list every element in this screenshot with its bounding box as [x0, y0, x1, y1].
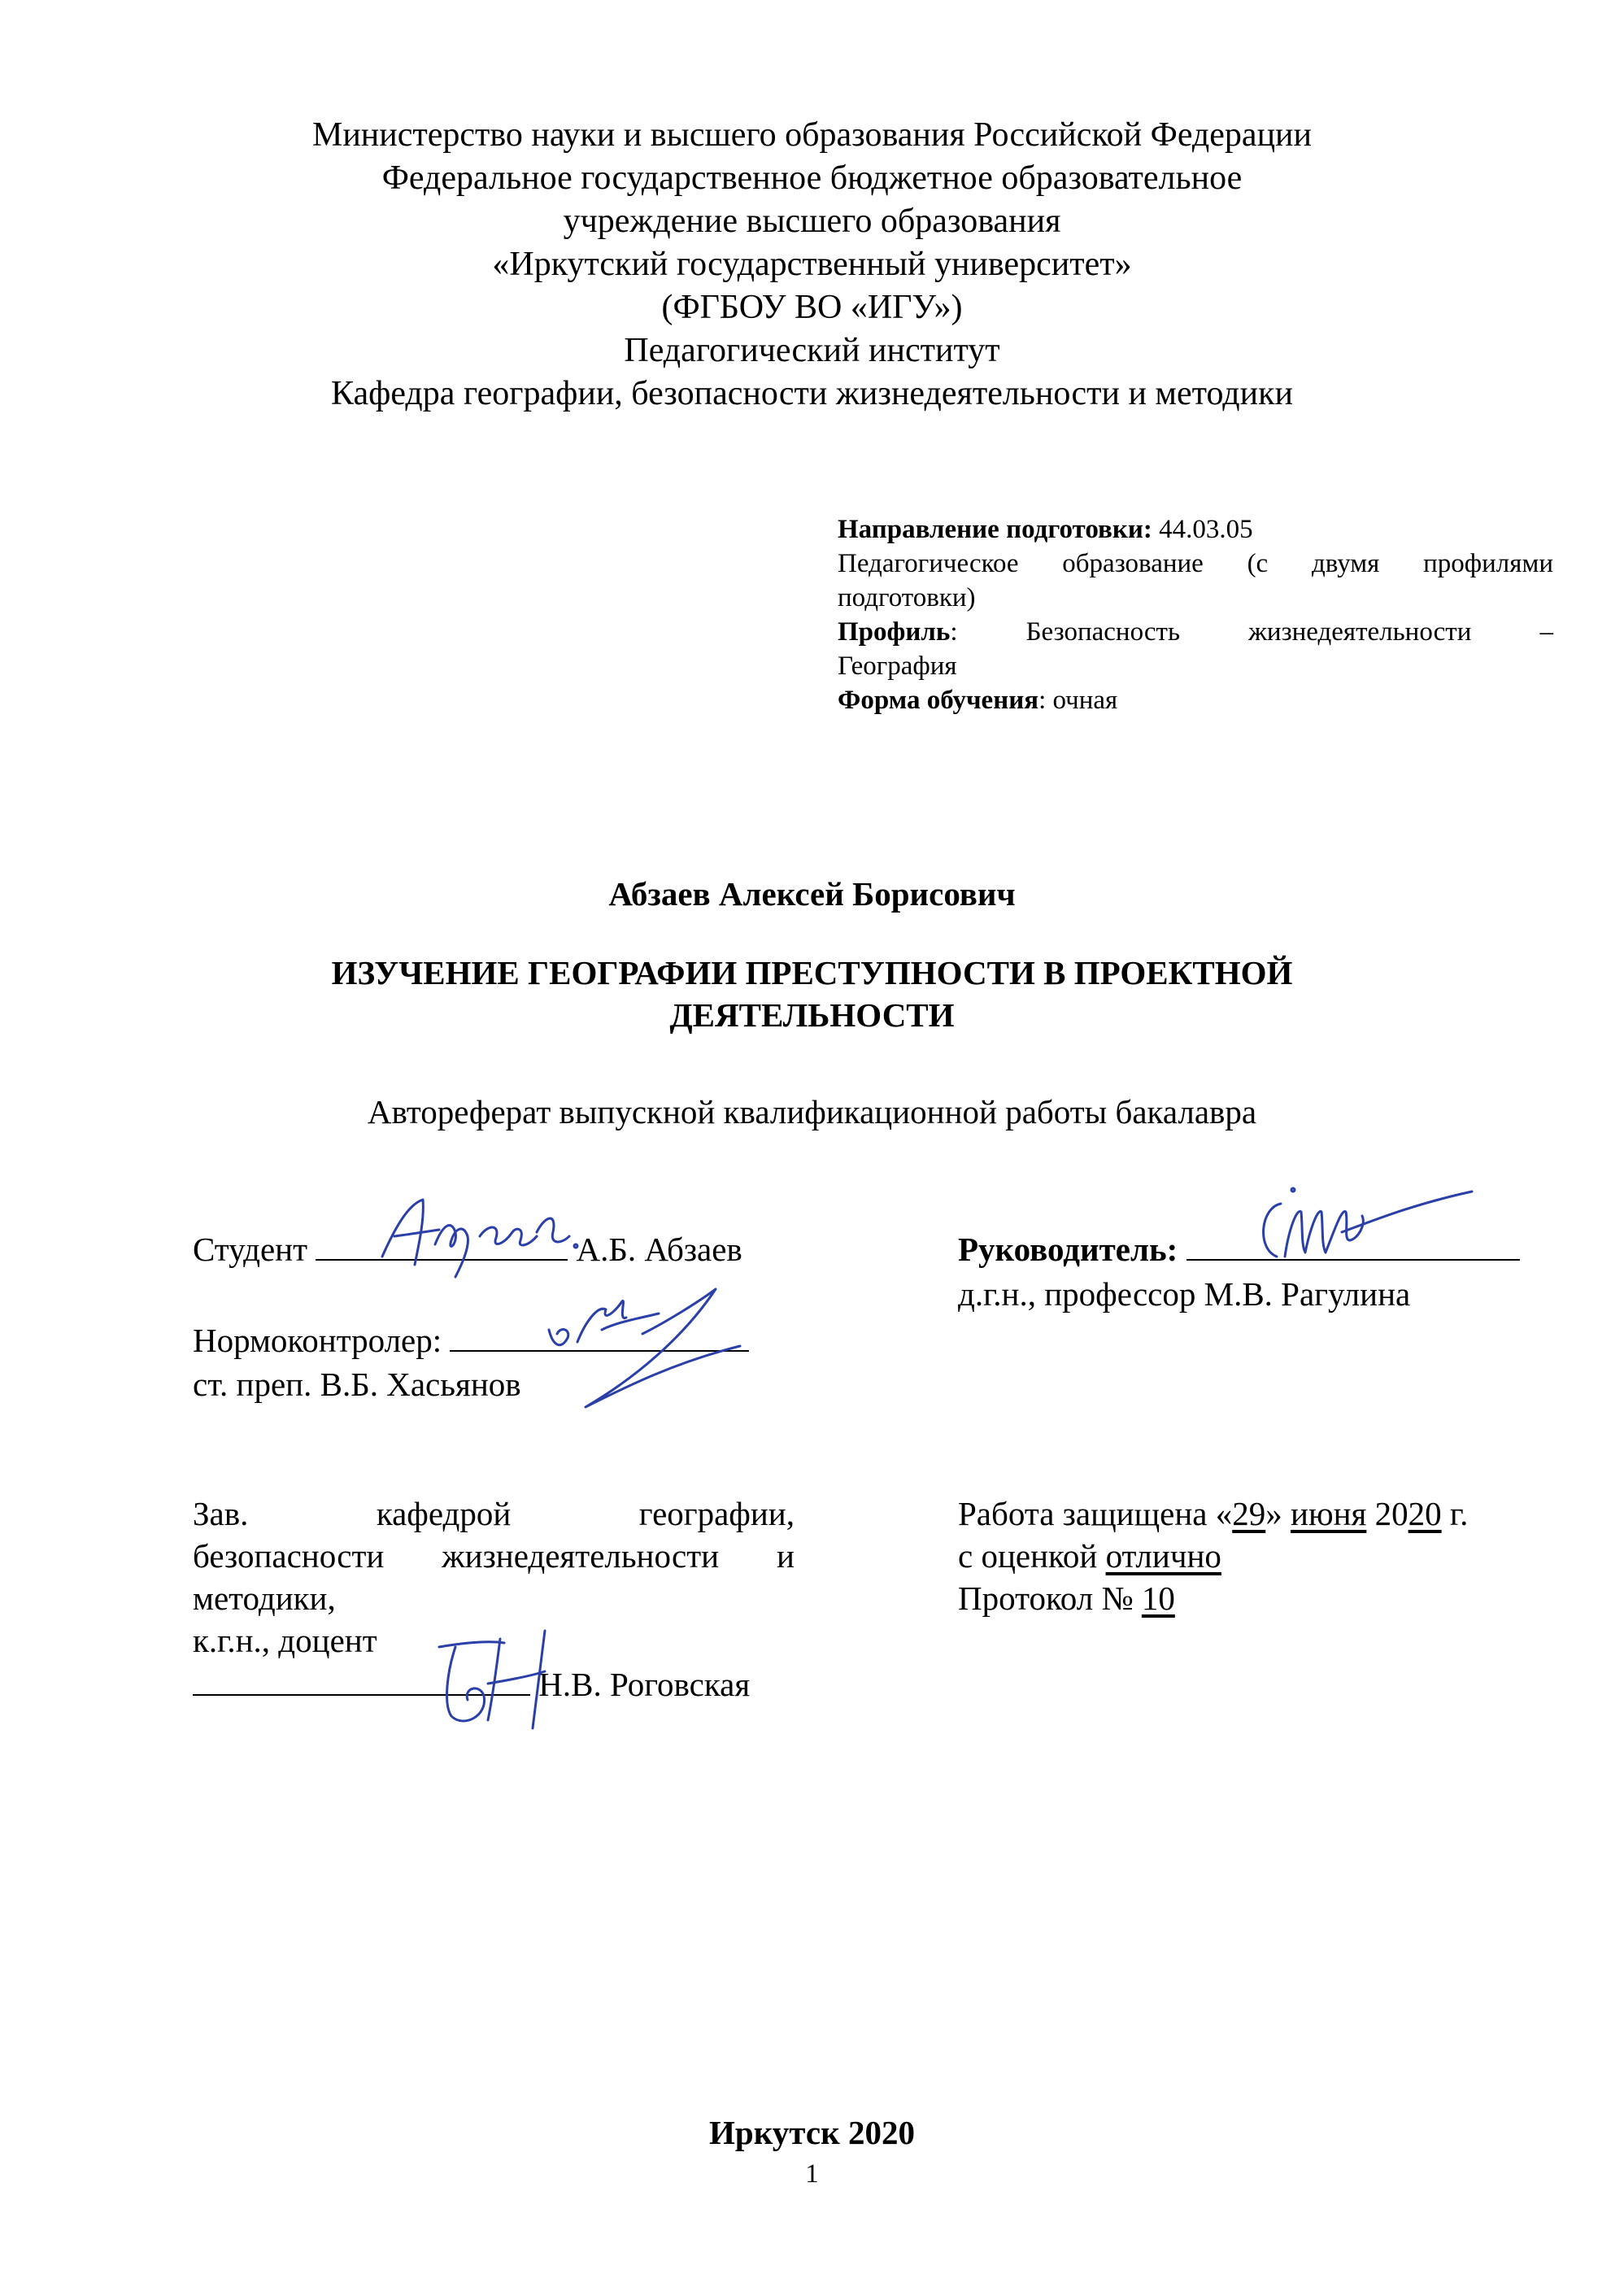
profile-value-line1: : Безопасность жизнедеятельности – [950, 617, 1553, 647]
header-line-institution-type: учреждение высшего образования [563, 203, 1061, 240]
defense-year-prefix: 20 [1366, 1495, 1408, 1532]
defense-protocol-number: 10 [1141, 1579, 1175, 1617]
normcontrol-name: ст. преп. В.Б. Хасьянов [193, 1366, 521, 1403]
head-of-dept-line1: Зав. кафедрой географии, [193, 1495, 795, 1532]
student-label: Студент [193, 1231, 308, 1268]
form-value: : очная [1038, 686, 1118, 715]
head-of-dept-line2: безопасности жизнедеятельности и [193, 1537, 795, 1575]
defense-day: 29 [1232, 1495, 1266, 1532]
thesis-title [244, 952, 1380, 1036]
form-label: Форма обучения [838, 686, 1039, 715]
direction-name-line2: подготовки) [838, 583, 976, 612]
defense-info [958, 1492, 1560, 1619]
defense-grade: отлично [1105, 1537, 1221, 1575]
defense-protocol-prefix: Протокол № [958, 1579, 1142, 1617]
profile-label: Профиль [838, 617, 951, 647]
normcontrol-label: Нормоконтролер: [193, 1322, 442, 1359]
profile-value-line2: География [838, 651, 957, 681]
head-of-dept-signature-icon [423, 1623, 569, 1736]
author-name: Абзаев Алексей Борисович [608, 875, 1016, 913]
defense-year-suffix: 20 [1408, 1495, 1442, 1532]
student-name: А.Б. Абзаев [576, 1231, 742, 1268]
direction-code: 44.03.05 [1159, 515, 1253, 544]
page-number: 1 [805, 2159, 819, 2189]
document-type: Автореферат выпускной квалификационной работы бакалавра [367, 1093, 1257, 1131]
study-program-info [838, 512, 1553, 717]
head-of-dept-line3: методики, [193, 1579, 336, 1617]
supervisor-label: Руководитель: [958, 1231, 1178, 1268]
defense-protocol-row [958, 1577, 1560, 1619]
student-signature-icon [374, 1187, 594, 1285]
supervisor-title: д.г.н., профессор М.В. Рагулина [958, 1275, 1411, 1313]
institution-header [244, 114, 1380, 416]
direction-name-line1: Педагогическое образование (с двумя профилями [838, 549, 1553, 578]
header-line-institute: Педагогический институт [624, 332, 1000, 369]
defense-month: июня [1291, 1495, 1367, 1532]
thesis-title-line1: ИЗУЧЕНИЕ ГЕОГРАФИИ ПРЕСТУПНОСТИ В ПРОЕКТНОЙ [331, 954, 1293, 991]
header-line-abbreviation: (ФГБОУ ВО «ИГУ») [661, 289, 963, 326]
defense-grade-row [958, 1535, 1560, 1577]
supervisor-signature-icon [1244, 1183, 1488, 1273]
direction-label: Направление подготовки: [838, 515, 1152, 544]
defense-date-row [958, 1492, 1560, 1535]
city-year: Иркутск 2020 [709, 2114, 915, 2151]
profile-row [838, 615, 1553, 649]
header-line-department: Кафедра географии, безопасности жизнедеятельности и методики [331, 375, 1293, 412]
header-line-university: «Иркутский государственный университет» [492, 246, 1132, 283]
normcontrol-signature-icon [537, 1273, 748, 1415]
head-of-dept-name: Н.В. Роговская [538, 1666, 751, 1703]
thesis-title-line2: ДЕЯТЕЛЬНОСТИ [669, 996, 955, 1034]
header-line-federal: Федеральное государственное бюджетное образовательное [381, 159, 1243, 197]
head-of-dept-line4: к.г.н., доцент [193, 1622, 377, 1659]
defense-date-prefix: Работа защищена « [958, 1495, 1233, 1532]
header-line-ministry: Министерство науки и высшего образования Российской Федерации [311, 116, 1313, 154]
defense-year-end: г. [1441, 1495, 1469, 1532]
defense-date-mid: » [1265, 1495, 1291, 1532]
defense-grade-prefix: с оценкой [958, 1537, 1106, 1575]
